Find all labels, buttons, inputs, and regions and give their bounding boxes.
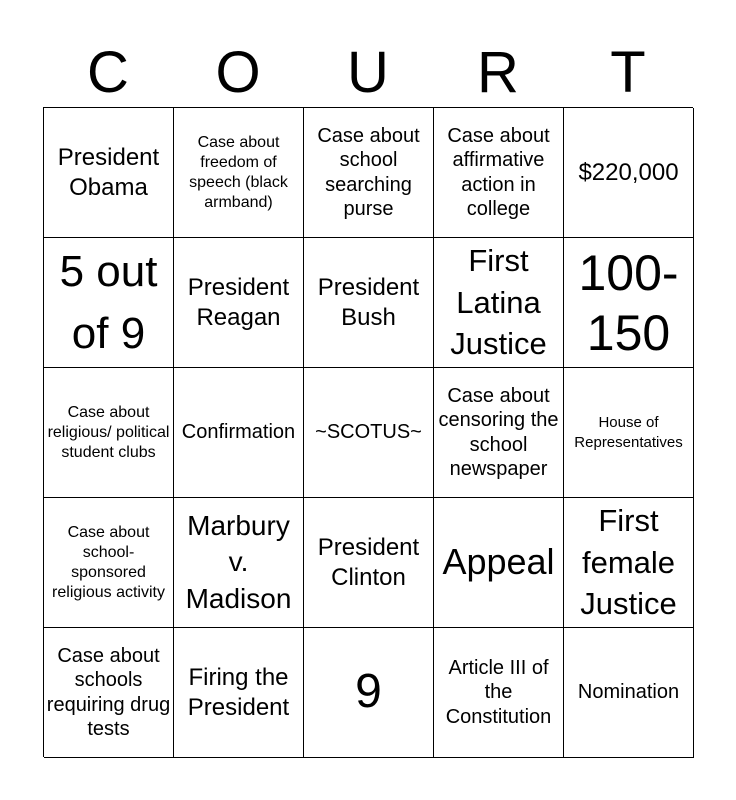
cell-text: President Bush <box>317 273 420 331</box>
cell-text: Case about schools requiring drug tests <box>46 644 171 740</box>
bingo-cell[interactable] <box>174 498 304 628</box>
bingo-cell[interactable] <box>564 368 694 498</box>
bingo-cell[interactable] <box>564 238 694 368</box>
bingo-cell[interactable] <box>174 368 304 498</box>
cell-text: President Reagan <box>187 273 290 331</box>
cell-text: $220,000 <box>578 158 679 186</box>
cell-text: Case about affirmative action in college <box>447 124 550 220</box>
bingo-cell[interactable] <box>44 368 174 498</box>
header-letter-c: C <box>87 40 129 105</box>
bingo-cell[interactable] <box>304 238 434 368</box>
bingo-cell[interactable] <box>174 628 304 758</box>
bingo-cell[interactable] <box>304 368 434 498</box>
cell-text: President Clinton <box>317 533 420 591</box>
bingo-cell[interactable] <box>434 238 564 368</box>
bingo-cell[interactable] <box>434 368 564 498</box>
cell-text: 100-150 <box>578 244 679 361</box>
bingo-grid <box>43 107 693 757</box>
cell-text: Case about religious/ political student clubs <box>47 403 170 461</box>
cell-text: Case about school-sponsored religious activity <box>52 523 165 601</box>
bingo-cell[interactable] <box>44 108 174 238</box>
bingo-cell[interactable] <box>44 628 174 758</box>
bingo-cell[interactable] <box>304 628 434 758</box>
cell-text: Case about freedom of speech (black armband) <box>189 133 288 211</box>
bingo-cell[interactable] <box>44 498 174 628</box>
cell-text: Confirmation <box>181 421 296 444</box>
cell-text: House of Representatives <box>574 414 683 451</box>
cell-text: 9 <box>355 665 382 719</box>
bingo-header <box>43 40 693 106</box>
bingo-cell[interactable] <box>44 238 174 368</box>
cell-text: 5 out of 9 <box>59 246 158 358</box>
bingo-cell[interactable] <box>304 498 434 628</box>
bingo-cell[interactable] <box>174 238 304 368</box>
header-letter-r: R <box>477 40 519 105</box>
cell-text: Case about censoring the school newspaper <box>438 384 559 480</box>
cell-text: ~SCOTUS~ <box>315 421 422 444</box>
header-letter-t: T <box>610 40 646 105</box>
cell-text: Appeal <box>442 541 555 583</box>
bingo-cell[interactable] <box>304 108 434 238</box>
bingo-cell[interactable] <box>434 628 564 758</box>
bingo-cell[interactable] <box>434 498 564 628</box>
bingo-cell[interactable] <box>564 498 694 628</box>
bingo-cell[interactable] <box>564 628 694 758</box>
cell-text: First female Justice <box>580 502 677 622</box>
cell-text: Marbury v. Madison <box>185 509 292 614</box>
cell-text: Case about school searching purse <box>317 124 420 220</box>
cell-text: Nomination <box>577 681 680 704</box>
cell-text: Firing the President <box>187 663 290 721</box>
cell-text: Article III of the Constitution <box>445 656 552 728</box>
header-letter-o: O <box>215 40 261 105</box>
cell-text: President Obama <box>57 143 160 201</box>
header-letter-u: U <box>347 40 389 105</box>
bingo-cell[interactable] <box>564 108 694 238</box>
bingo-cell[interactable] <box>434 108 564 238</box>
bingo-cell[interactable] <box>174 108 304 238</box>
cell-text: First Latina Justice <box>450 242 547 362</box>
